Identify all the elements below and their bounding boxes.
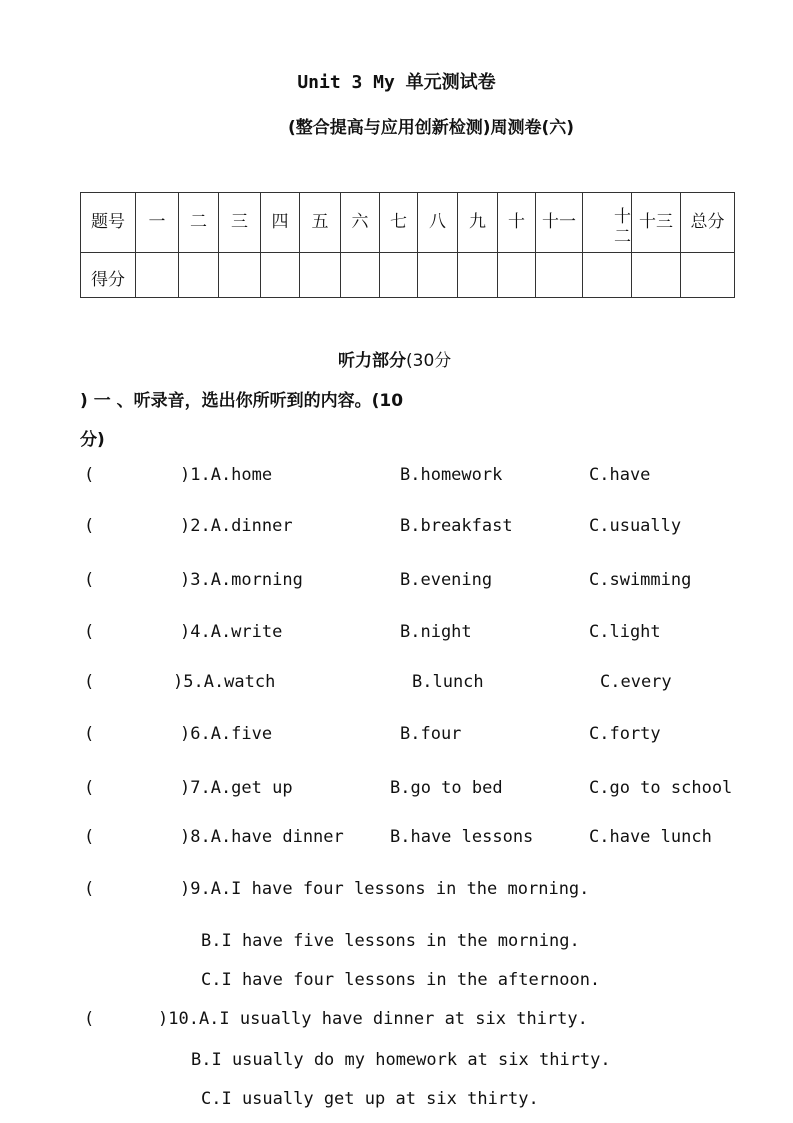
score-table-cell: 九 — [458, 193, 498, 253]
question-option-c: C.I usually get up at six thirty. — [201, 1089, 539, 1109]
score-table-cell: 题号 — [81, 193, 136, 253]
question-option-b: B.homework — [400, 465, 503, 485]
score-table-cell-12-line2: 二 — [614, 227, 631, 247]
question-option-c: C.have — [589, 465, 651, 485]
question-option-b: B.night — [400, 622, 472, 642]
question-option-a: )8.A.have dinner — [180, 827, 344, 847]
question-option-c: C.have lunch — [589, 827, 712, 847]
question-option-c: C.every — [600, 672, 672, 692]
answer-bracket[interactable]: ( — [84, 1009, 95, 1029]
score-table-header-row — [81, 193, 735, 253]
score-input-cell[interactable] — [261, 253, 300, 298]
score-table — [80, 192, 735, 298]
question-option-a: )1.A.home — [180, 465, 273, 485]
question-option-a: )3.A.morning — [180, 570, 303, 590]
score-table-cell-12 — [583, 193, 632, 253]
answer-bracket[interactable]: ( — [84, 622, 95, 642]
score-table-cell: 十 — [498, 193, 536, 253]
score-input-cell[interactable] — [300, 253, 341, 298]
question-option-c: C.usually — [589, 516, 682, 536]
answer-bracket[interactable]: ( — [84, 672, 95, 692]
question-option-a: )4.A.write — [180, 622, 283, 642]
score-table-score-row — [81, 253, 735, 298]
score-table-cell: 八 — [418, 193, 458, 253]
question-option-b: B.evening — [400, 570, 493, 590]
score-input-cell[interactable] — [681, 253, 735, 298]
page-title: Unit 3 My 单元测试卷 — [297, 72, 496, 93]
score-table-cell: 总分 — [681, 193, 735, 253]
listening-section-heading — [338, 346, 451, 371]
answer-bracket[interactable]: ( — [84, 570, 95, 590]
answer-bracket[interactable]: ( — [84, 724, 95, 744]
question-option-a: )10.A.I usually have dinner at six thirty. — [158, 1009, 588, 1029]
answer-bracket[interactable]: ( — [84, 465, 95, 485]
score-table-cell: 一 — [136, 193, 179, 253]
question-option-b: B.have lessons — [390, 827, 534, 847]
score-row-label: 得分 — [81, 253, 136, 298]
question-option-b: B.go to bed — [390, 778, 503, 798]
question-option-a: )5.A.watch — [173, 672, 276, 692]
question-option-a: )9.A.I have four lessons in the morning. — [180, 879, 590, 899]
question-option-a: )6.A.five — [180, 724, 273, 744]
score-table-cell: 二 — [179, 193, 219, 253]
score-input-cell[interactable] — [341, 253, 380, 298]
question-option-b: B.four — [400, 724, 462, 744]
listening-title: 听力部分 — [338, 351, 406, 371]
score-table-cell-12-line1: 十 — [614, 207, 631, 227]
question-option-c: C.go to school — [589, 778, 733, 798]
question-option-c: C.I have four lessons in the afternoon. — [201, 970, 601, 990]
page-subtitle: (整合提高与应用创新检测)周测卷(六) — [288, 118, 575, 138]
score-table-cell: 三 — [219, 193, 261, 253]
question-group-instruction-cont: 分) — [80, 430, 105, 450]
question-option-b: B.breakfast — [400, 516, 513, 536]
question-option-c: C.light — [589, 622, 661, 642]
score-input-cell[interactable] — [536, 253, 583, 298]
score-table-cell: 六 — [341, 193, 380, 253]
score-input-cell[interactable] — [136, 253, 179, 298]
score-input-cell[interactable] — [498, 253, 536, 298]
answer-bracket[interactable]: ( — [84, 879, 95, 899]
question-group-instruction: ) 一 、听录音，选出你所听到的内容。(10 — [80, 391, 404, 411]
question-option-b: B.I have five lessons in the morning. — [201, 931, 580, 951]
score-input-cell[interactable] — [179, 253, 219, 298]
score-input-cell[interactable] — [583, 253, 632, 298]
answer-bracket[interactable]: ( — [84, 778, 95, 798]
question-option-a: )7.A.get up — [180, 778, 293, 798]
question-option-c: C.forty — [589, 724, 661, 744]
answer-bracket[interactable]: ( — [84, 827, 95, 847]
score-input-cell[interactable] — [380, 253, 418, 298]
score-table-cell: 七 — [380, 193, 418, 253]
question-option-b: B.I usually do my homework at six thirty. — [191, 1050, 611, 1070]
score-table-cell: 五 — [300, 193, 341, 253]
score-table-cell: 四 — [261, 193, 300, 253]
score-input-cell[interactable] — [632, 253, 681, 298]
answer-bracket[interactable]: ( — [84, 516, 95, 536]
question-option-a: )2.A.dinner — [180, 516, 293, 536]
score-input-cell[interactable] — [418, 253, 458, 298]
listening-points: (30分 — [406, 351, 452, 371]
score-table-cell: 十一 — [536, 193, 583, 253]
question-option-b: B.lunch — [412, 672, 484, 692]
score-table-cell: 十三 — [632, 193, 681, 253]
question-option-c: C.swimming — [589, 570, 692, 590]
score-input-cell[interactable] — [219, 253, 261, 298]
score-input-cell[interactable] — [458, 253, 498, 298]
